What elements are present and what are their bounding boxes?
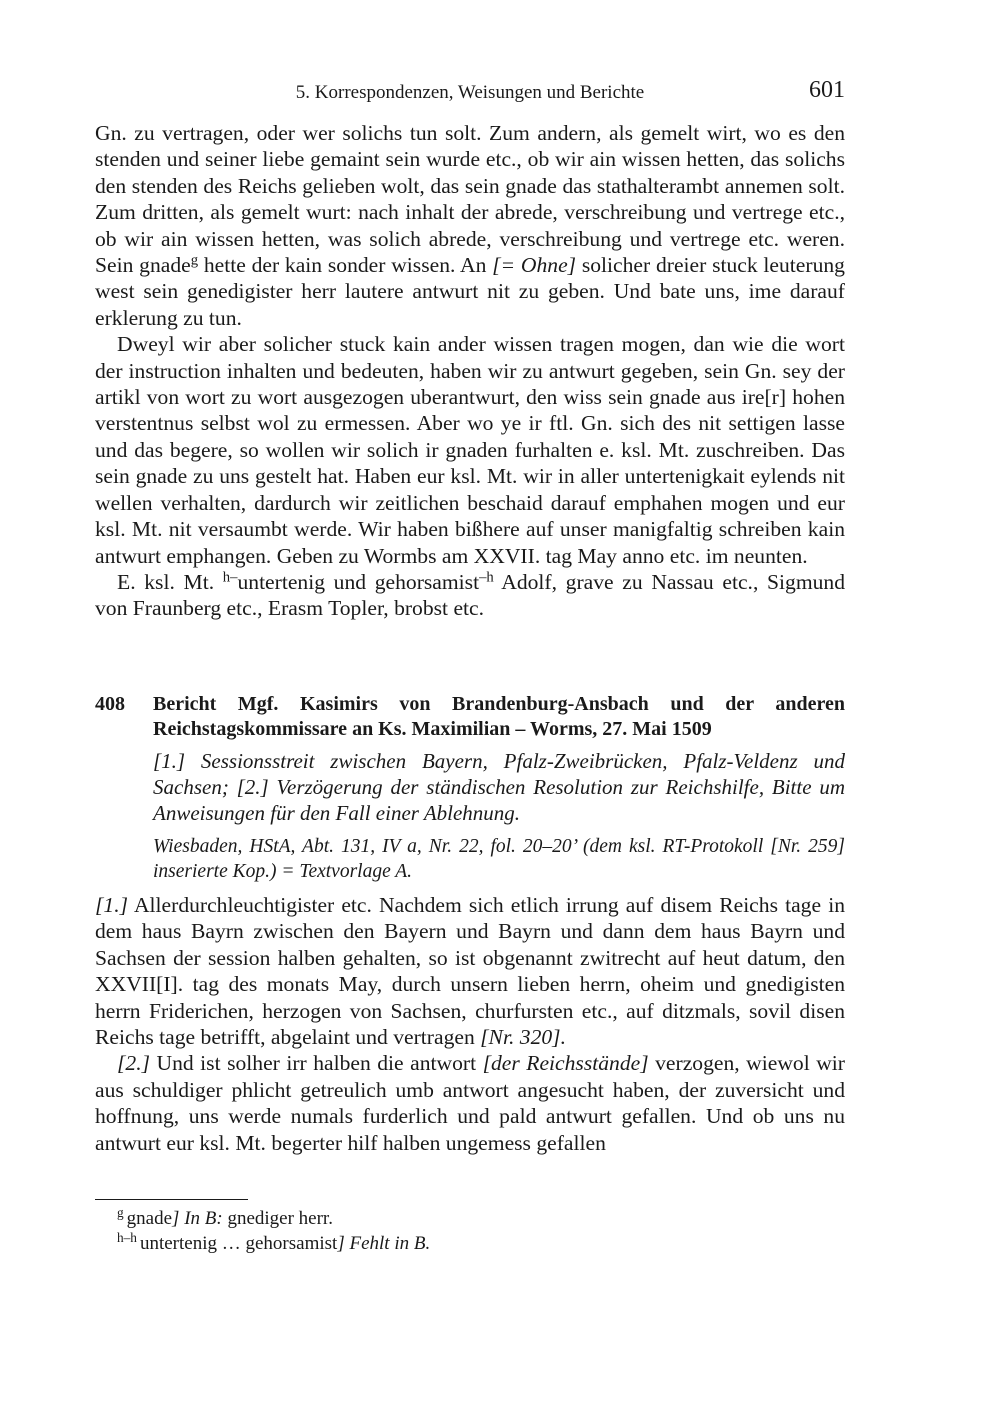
text-run: E. ksl. Mt. <box>117 569 223 594</box>
section-label: [1.] <box>95 893 129 917</box>
footnotes <box>117 1206 817 1256</box>
text-run: untertenig und gehorsamist <box>237 569 480 594</box>
document-heading <box>95 692 845 742</box>
signature-paragraph <box>95 569 845 622</box>
page-number: 601 <box>809 77 845 103</box>
footnote-marker-g: g <box>190 252 199 269</box>
text-run: hette der kain sonder wissen. An <box>198 253 493 278</box>
cross-reference: [Nr. 320]. <box>480 1025 566 1050</box>
editorial-note: [= Ohne] <box>492 253 577 278</box>
footnote-lemma: untertenig … gehorsamist <box>139 1233 338 1254</box>
footnote-siglum: In B: <box>179 1208 223 1229</box>
text-run: verzogen, wiewol wir aus schuldiger phlicht getreulich umb antwort angesucht haben, der zuversicht und hoffnung, uns werde numals furderlich und pald antwurt gefallen. Und ob uns nu antwurt eur ksl. Mt. begerter hilf halben ungemess gefallen <box>95 1051 845 1155</box>
footnote-sep: ] <box>337 1233 345 1254</box>
editorial-note: [der Reichsstände] <box>482 1051 649 1076</box>
paragraph <box>95 1050 845 1156</box>
footnote <box>117 1231 817 1256</box>
document-body <box>95 892 845 1156</box>
running-title: 5. Korrespondenzen, Weisungen und Berichte <box>295 82 645 103</box>
footnote-text: gnediger herr. <box>222 1208 333 1229</box>
text-run: Allerdurchleuchtigister etc. Nachdem sich etlich irrung auf disem Reichs tage in dem haus Bayrn zwischen den Bayern und Bayrn und dann dem haus Bayrn und Sachsen der session halben gehalten, so ist obgenannt zwitrecht auf heut datum, den XXVII[I]. tag des monats May, durch unsern lieben herrn, oheim und gnedigisten herrn Friderichen, herzogen von Sachsen, churfursten etc., auf ditzmals, sovil disen Reichs tage betrifft, abgelaint und vertragen <box>95 893 845 1050</box>
footnote-marker-h-open: h– <box>222 569 238 586</box>
document-number: 408 <box>95 693 125 715</box>
section-label: [2.] <box>117 1051 151 1076</box>
footnote-rule <box>95 1199 248 1200</box>
regest: [1.] Sessionsstreit zwischen Bayern, Pfalz-Zweibrücken, Pfalz-Veldenz und Sachsen; [2.] Verzögerung der ständischen Resolution zur Reichshilfe, Bitte um Anweisungen für den Fall einer Ablehnung. <box>153 749 845 825</box>
text-run: Adolf, grave zu Nassau etc., Sigmund von Fraunberg etc., Erasm Topler, brobst etc. <box>95 569 846 621</box>
footnote-mark: g <box>117 1205 124 1221</box>
text-run: Und ist solher irr halben die antwort <box>150 1051 483 1076</box>
source-note: Wiesbaden, HStA, Abt. 131, IV a, Nr. 22, fol. 20–20’ (dem ksl. RT-Protokoll [Nr. 259] inserierte Kop.) = Textvorlage A. <box>153 836 845 882</box>
footnote-siglum: Fehlt in B. <box>344 1233 431 1254</box>
footnote-sep: ] <box>172 1208 180 1229</box>
paragraph <box>95 120 845 331</box>
paragraph <box>95 892 845 1050</box>
text-run: Gn. zu vertragen, oder wer solichs tun solt. Zum andern, als gemelt wirt, wo es den stenden und seiner liebe gemaint sein wurde etc., ob wir ain wissen hetten, das solichs den stenden des Reichs gelieben wolt, das sein gnade das stathalterambt annemen solt. Zum dritten, als gemelt wurt: nach inhalt der abrede, verschreibung und vertrege etc., ob wir ain wissen hetten, was solich abrede, verschreibung und vertrege etc. weren. Sein gnade <box>95 121 845 278</box>
footnote-mark: h–h <box>117 1230 137 1246</box>
footnote-marker-h-close: –h <box>479 569 494 586</box>
paragraph: Dweyl wir aber solicher stuck kain ander wissen tragen mogen, dan wie die wort der instruction inhalten und bedeuten, haben wir zu antwurt gegeben, sein Gn. sey der artikl von wort zu wort ausgezogen uberantwurt, den wiss sein gnade aus ire[r] hohen verstentnus selbst wol zu ermessen. Aber wo ye ir ftl. Gn. sich des nit settigen lasse und das begere, so wollen wir solich ir gnaden furhalten e. ksl. Mt. zuschreiben. Das sein gnade zu uns gestelt hat. Haben eur ksl. Mt. wir in aller untertenigkait eylends nit wellen verhalten, dardurch wir zeitlichen beschaid darauf emphahen mogen und eur ksl. Mt. nit versaumbt werde. Wir haben bißhere auf unser manigfaltig schreiben kain antwurt emphangen. Geben zu Wormbs am XXVII. tag May anno etc. im neunten. <box>95 332 845 568</box>
document-title: Bericht Mgf. Kasimirs von Brandenburg-Ansbach und der anderen Reichstagskommissare an Ks. Maximilian – Worms, 27. Mai 1509 <box>153 693 845 740</box>
text-run: solicher dreier stuck leuterung west sein genedigister herr lautere antwurt nit zu geben. Und bate uns, ime darauf erklerung zu tun. <box>95 253 845 330</box>
previous-document-body <box>95 120 845 622</box>
footnote-lemma: gnade <box>126 1208 173 1229</box>
footnote <box>117 1206 817 1231</box>
running-head <box>95 77 845 108</box>
